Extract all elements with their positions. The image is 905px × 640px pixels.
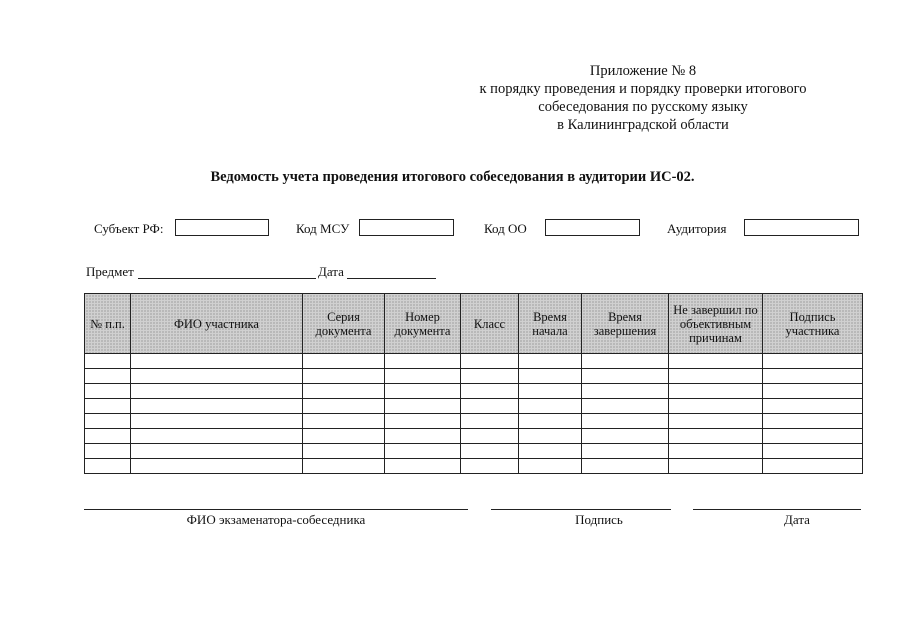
subject-name-label: Предмет [86, 264, 134, 279]
signature-line[interactable] [491, 509, 671, 510]
header-participant-name: ФИО участника [131, 294, 303, 354]
table-row [85, 459, 863, 474]
appendix-number: Приложение № 8 [589, 63, 697, 79]
msu-code-field[interactable] [359, 219, 454, 236]
table-row [85, 369, 863, 384]
table-row [85, 414, 863, 429]
date-label: Дата [318, 264, 344, 279]
subject-field[interactable] [175, 219, 269, 236]
table-header-row [85, 294, 863, 354]
oo-code-label: Код ОО [484, 221, 527, 236]
header-end-time: Время завершения [582, 294, 669, 354]
table-row [85, 354, 863, 369]
table-row [85, 384, 863, 399]
footer-date-label: Дата [784, 512, 810, 527]
document-title: Ведомость учета проведения итогового собеседования в аудитории ИС-02. [210, 169, 695, 185]
signature-label: Подпись [575, 512, 623, 527]
register-table [84, 293, 863, 474]
header-participant-signature: Подпись участника [763, 294, 863, 354]
subject-name-line[interactable] [138, 278, 316, 279]
table-row [85, 444, 863, 459]
table-row [85, 399, 863, 414]
oo-code-field[interactable] [545, 219, 640, 236]
subject-label: Субъект РФ: [94, 221, 164, 236]
appendix-line-2: к порядку проведения и порядку проверки итогового [479, 81, 807, 97]
auditorium-label: Аудитория [667, 221, 727, 236]
header-document-number: Номер документа [385, 294, 461, 354]
date-line[interactable] [347, 278, 436, 279]
examiner-name-line[interactable] [84, 509, 468, 510]
header-fields-row [0, 219, 905, 237]
auditorium-field[interactable] [744, 219, 859, 236]
footer-date-line[interactable] [693, 509, 861, 510]
appendix-line-3: собеседования по русскому языку [538, 99, 748, 115]
examiner-name-label: ФИО экзаменатора-собеседника [186, 512, 366, 527]
header-number: № п.п. [85, 294, 131, 354]
header-document-series: Серия документа [303, 294, 385, 354]
header-class: Класс [461, 294, 519, 354]
appendix-block [433, 62, 853, 134]
appendix-line-4: в Калининградской области [557, 117, 729, 133]
msu-code-label: Код МСУ [296, 221, 350, 236]
header-not-completed: Не завершил по объективным причинам [669, 294, 763, 354]
table-row [85, 429, 863, 444]
header-start-time: Время начала [519, 294, 582, 354]
